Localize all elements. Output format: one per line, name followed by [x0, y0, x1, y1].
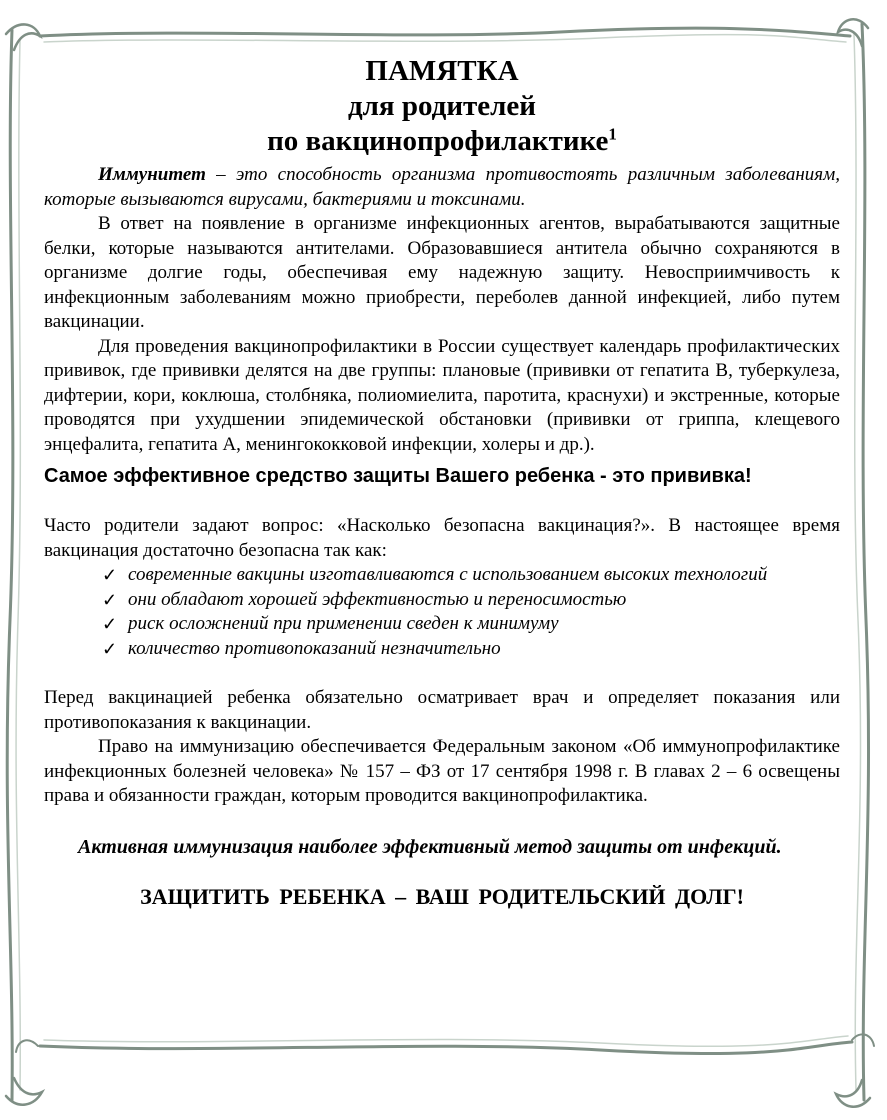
checklist-item-text: они обладают хорошей эффективностью и переносимостью	[128, 588, 627, 610]
closing-slogan: ЗАЩИТИТЬ РЕБЕНКА – ВАШ РОДИТЕЛЬСКИЙ ДОЛГ!	[140, 883, 744, 909]
check-mark-icon: ✓	[102, 589, 118, 610]
checklist-item-text: современные вакцины изготавливаются с использованием высоких технологий	[128, 564, 768, 585]
title-line-1: ПАМЯТКА	[365, 55, 519, 87]
title-line-3	[44, 124, 840, 159]
title-line-2: для родителей	[347, 90, 537, 122]
immunity-definition-text: – это способность организма противостоять различным заболеваниям, которые вызываются вирусами, бактериями и токсинами.	[44, 164, 840, 210]
immunity-term: Иммунитет	[98, 164, 206, 185]
footnote-marker: 1	[608, 124, 617, 144]
calendar-paragraph: Для проведения вакцинопрофилактики в России существует календарь профилактических прививок, где прививки делятся на две группы: плановые (прививки от гепатита В, туберкулеза, дифтерии, кори, коклюша, столбняка, полиомиелита, паротита, краснухи) и экстренные, которые проводятся при ухудшении эпидемической обстановки (прививки от гриппа, клещевого энцефалита, гепатита А, менингококковой инфекции, холеры и др.).	[44, 335, 840, 455]
check-mark-icon: ✓	[102, 565, 118, 585]
spacer	[44, 661, 840, 686]
spacer	[44, 489, 840, 514]
title-line-3-text: по вакцинопрофилактике	[267, 125, 609, 157]
slogan-heading: Самое эффективное средство защиты Вашего ребенка - это прививка!	[44, 465, 752, 487]
check-mark-icon: ✓	[102, 614, 118, 634]
doctor-paragraph: Перед вакцинацией ребенка обязательно осматривает врач и определяет показания или противопоказания к вакцинации.	[44, 687, 840, 733]
antibodies-paragraph: В ответ на появление в организме инфекционных агентов, вырабатываются защитные белки, которые называются антителами. Образовавшиеся антитела обычно сохраняются в организме долгие годы, обеспечивая ему надежную защиту. Невосприимчивость к инфекционным заболеваниям можно приобрести, переболев данной инфекцией, либо путем вакцинации.	[44, 213, 840, 332]
spacer	[44, 861, 840, 883]
law-paragraph: Право на иммунизацию обеспечивается Федеральным законом «Об иммунопрофилактике инфекционных болезней человека» № 157 – ФЗ от 17 сентября 1998 г. В главах 2 – 6 освещены права и обязанности граждан, которым проводится вакцинопрофилактика.	[44, 736, 840, 806]
checklist-item	[102, 612, 840, 637]
leaflet-title	[44, 54, 840, 159]
active-immunization-note: Активная иммунизация наиболее эффективный метод защиты от инфекций.	[78, 835, 782, 858]
checklist-item-text: риск осложнений при применении сведен к минимуму	[128, 613, 559, 634]
checklist-item	[102, 563, 840, 588]
checklist-item	[102, 637, 840, 662]
safety-question-paragraph: Часто родители задают вопрос: «Насколько безопасна вакцинация?». В настоящее время вакцинация достаточно безопасна так как:	[44, 515, 840, 561]
checklist-item-text: количество противопоказаний незначительно	[128, 637, 501, 659]
safety-checklist	[44, 563, 840, 661]
leaflet-body	[44, 54, 840, 911]
spacer	[44, 809, 840, 834]
check-mark-icon: ✓	[102, 638, 118, 659]
checklist-item	[102, 588, 840, 613]
immunity-definition	[44, 163, 840, 212]
